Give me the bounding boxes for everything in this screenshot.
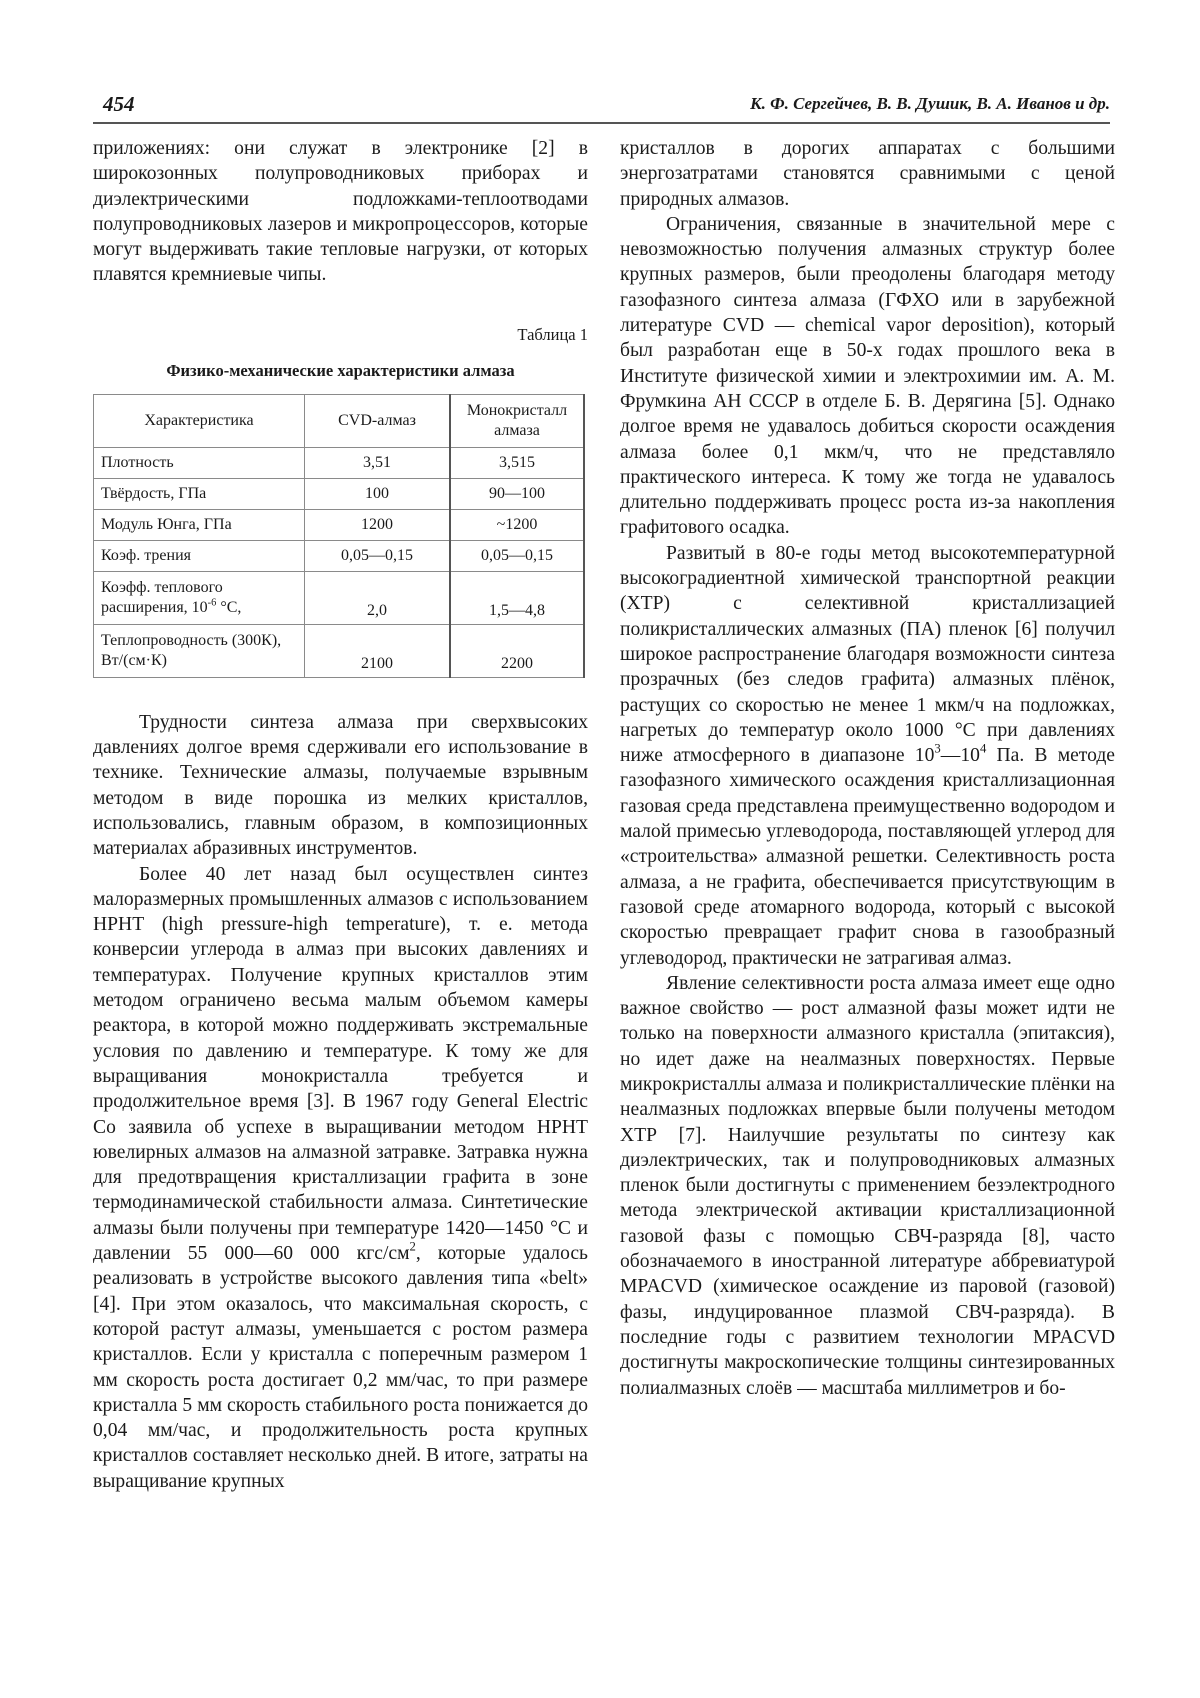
paragraph-text: Развитый в 80-е годы метод высокотемпературной высокоградиентной химической транспортной реакции (ХТР) с селективной кристаллизацией поликристаллических алмазных (ПА) пленок [6] получил широкое распространение благодаря возможности синтеза прозрачных (без следов графита) алмазных плёнок, растущих со скоростью не менее 1 мкм/ч на подложках, нагретых до температур около 1000 °С при давлениях ниже атмосферного в диапазоне 10 [620, 542, 1115, 767]
cell-mono: 0,05—0,15 [450, 540, 584, 571]
cell-property: Плотность [94, 447, 305, 478]
paragraph-text: —10 [940, 745, 980, 767]
cell-cvd: 0,05—0,15 [305, 540, 451, 571]
exponent: 2 [409, 1239, 416, 1254]
table-row [94, 478, 585, 509]
paragraph-continuation: кристаллов в дорогих аппаратах с большими энергозатратами становятся сравнимыми с ценой природных алмазов. [620, 138, 1115, 210]
table-row [94, 509, 585, 540]
cell-property-text: Коэфф. теплового расширения, 10 [101, 578, 223, 616]
cell-property: Твёрдость, ГПа [94, 478, 305, 509]
exponent: 4 [979, 741, 987, 756]
cell-cvd: 2,0 [305, 571, 451, 624]
page-number: 454 [103, 92, 135, 116]
paragraph-text: Па. В методе газофазного химического осаждения кристаллизационная газовая среда представлена преимущественно водородом и малой примесью углеводорода, поставляющей углерод для «строительства» алмазной решетки. Селективность роста алмаза, а не графита, обеспечивается присутствующим в газовой среде атомарного водорода, который с высокой скоростью превращает графит снова в газообразный углеводород, практически не затрагивая алмаз. [620, 745, 1115, 969]
cell-mono: 1,5—4,8 [450, 571, 584, 624]
cell-cvd: 2100 [305, 624, 451, 677]
column-header-mono: Монокристалл алмаза [450, 394, 584, 447]
paragraph-intro: приложениях: они служат в электронике [2] в широкозонных полупроводниковых приборах и диэлектрическими подложками-теплоотводами полупроводниковых лазеров и микропроцессоров, которые могут выдерживать такие тепловые нагрузки, от которых плавятся кремниевые чипы. [93, 138, 588, 286]
cell-property: Теплопроводность (300К), Вт/(см·К) [94, 624, 305, 677]
cell-mono: 3,515 [450, 447, 584, 478]
cell-mono: 2200 [450, 624, 584, 677]
cell-property [94, 571, 305, 624]
table-row [94, 571, 585, 624]
table-title: Физико-механические характеристики алмаза [166, 360, 515, 380]
table-row [94, 540, 585, 571]
table-caption: Таблица 1 [517, 324, 588, 344]
right-column [620, 136, 1115, 1401]
diamond-properties-table [93, 394, 585, 678]
paragraph-text: Более 40 лет назад был осуществлен синтез малоразмерных промышленных алмазов с использованием HPHT (high pressure-high temperature), т. е. метода конверсии углерода в алмаз при высоких давлениях и температурах. Получение крупных кристаллов этим методом ограничено весьма малым объемом камеры реактора, в которой можно поддерживать экстремальные условия по давлению и температуре. К тому же для выращивания монокристалла требуется и продолжительное время [3]. В 1967 году General Electric Co заявила об успехе в выращивании методом HPHT ювелирных алмазов на алмазной затравке. Затравка нужна для предотвращения кристаллизации графита в зоне термодинамической стабильности алмаза. Синтетические алмазы были получены при температуре 1420—1450 °С и давлении 55 000—60 000 кгс/см [93, 863, 588, 1265]
paragraph-xtr-method [620, 541, 1115, 971]
exponent: 3 [934, 741, 941, 756]
cell-cvd: 3,51 [305, 447, 451, 478]
column-header-cvd: CVD-алмаз [305, 394, 451, 447]
paragraph-cvd-history: Ограничения, связанные в значительной мере с невозможностью получения алмазных структур более крупных размеров, были преодолены благодаря методу газофазного синтеза алмаза (ГФХО или в зарубежной литературе CVD — chemical vapor deposition), который был разработан еще в 50-х годах прошлого века в Институте физической химии и электрохимии им. А. М. Фрумкина АН СССР в отделе Б. В. Дерягина [5]. Однако долгое время не удавалось добиться скорости осаждения алмаза более 0,1 мкм/ч, что не представляло практического интереса. К тому же тогда не удавалось длительно поддерживать процесс роста из-за накопления графитового осадка. [620, 213, 1115, 539]
exponent: -6 [207, 597, 217, 609]
running-header-authors: К. Ф. Сергейчев, В. В. Душик, В. А. Иванов и др. [750, 94, 1110, 113]
paragraph-selectivity: Явление селективности роста алмаза имеет еще одно важное свойство — рост алмазной фазы может идти не только на поверхности алмазного кристалла (эпитаксия), но идет даже на неалмазных поверхностях. Первые микрокристаллы алмаза и поликристаллические плёнки на неалмазных подложках впервые были получены методом ХТР [7]. Наилучшие результаты по синтезу как диэлектрических, так и полупроводниковых алмазных пленок были достигнуты с применением безэлектродного метода электрической активации кристаллизационной газовой фазы с помощью СВЧ-разряда [8], часто обозначаемого в иностранной литературе аббревиатурой MPACVD (химическое осаждение из паровой (газовой) фазы, индуцированное плазмой СВЧ-разряда). В последние годы с развитием технологии MPACVD достигнуты макроскопические толщины синтезированных полиалмазных слоёв — масштаба миллиметров и бо- [620, 972, 1115, 1399]
cell-mono: 90—100 [450, 478, 584, 509]
cell-property: Коэф. трения [94, 540, 305, 571]
cell-mono: ~1200 [450, 509, 584, 540]
table-row [94, 624, 585, 677]
cell-cvd: 1200 [305, 509, 451, 540]
paragraph-text: , которые удалось реализовать в устройстве высокого давления типа «belt» [4]. При этом оказалось, что максимальная скорость, с которой растут алмазы, уменьшается с ростом размера кристаллов. Если у кристалла с поперечным размером 1 мм скорость роста достигает 0,2 мм/час, то при размере кристалла 5 мм скорость стабильного роста понижается до 0,04 мм/час, и продолжительность роста крупных кристаллов составляет несколько дней. В итоге, затраты на выращивание крупных [93, 1243, 588, 1492]
paragraph-synthesis-difficulties: Трудности синтеза алмаза при сверхвысоких давлениях долгое время сдерживали его использование в технике. Технические алмазы, получаемые взрывным методом в виде порошка из мелких кристаллов, использовались, главным образом, в композиционных материалах абразивных инструментов. [93, 711, 588, 860]
left-column [93, 136, 588, 1494]
cell-property-unit: °С, [216, 598, 242, 616]
running-header [93, 88, 1110, 124]
paragraph-hpht [93, 862, 588, 1494]
column-header-property: Характеристика [94, 394, 305, 447]
cell-cvd: 100 [305, 478, 451, 509]
table-row [94, 447, 585, 478]
table-header-row [94, 394, 585, 447]
cell-property: Модуль Юнга, ГПа [94, 509, 305, 540]
